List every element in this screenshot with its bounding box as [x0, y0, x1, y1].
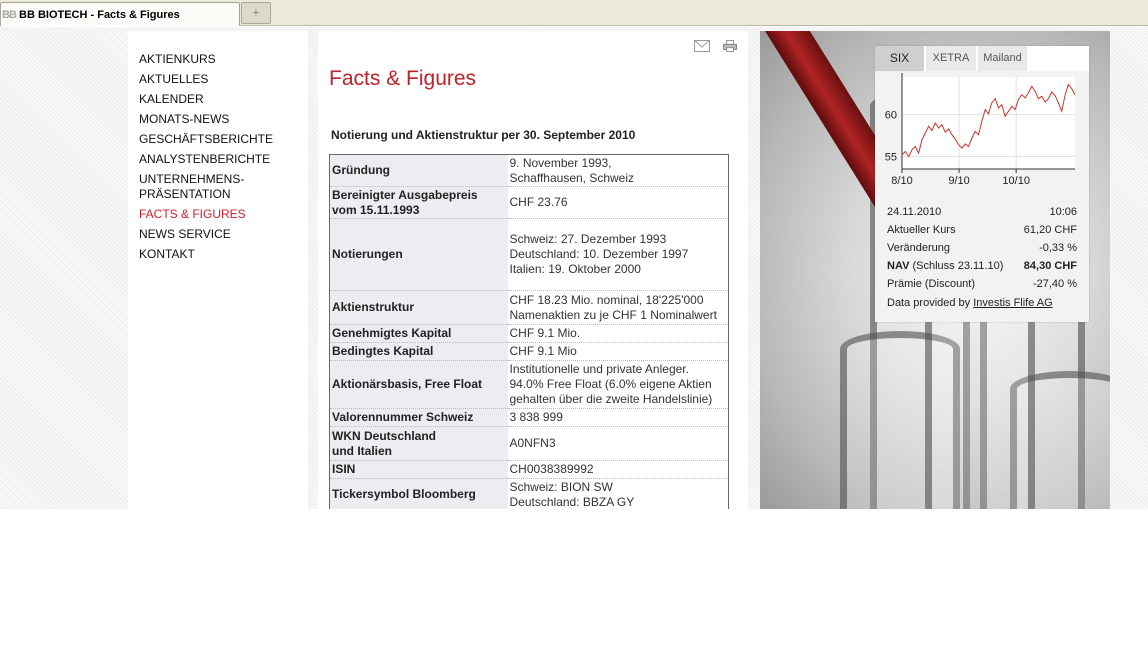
- nav-item-analystenberichte[interactable]: ANALYSTENBERICHTE: [139, 152, 271, 166]
- facts-key: ISIN: [330, 461, 508, 479]
- nav-value: 84,30 CHF: [1023, 260, 1077, 272]
- nav-item-unternehmens-präsentation[interactable]: UNTERNEHMENS- PRÄSENTATION: [139, 172, 245, 201]
- facts-value: A0NFN3: [508, 427, 729, 461]
- facts-row: [330, 427, 729, 461]
- main-navigation: [139, 52, 309, 267]
- nav-item-geschäftsberichte[interactable]: GESCHÄFTSBERICHTE: [139, 132, 274, 146]
- facts-value: CH0038389992: [508, 461, 729, 479]
- favicon-icon: BB: [2, 9, 16, 21]
- nav-label-bold: NAV: [887, 260, 910, 272]
- nav-item-kalender[interactable]: KALENDER: [139, 92, 204, 106]
- nav-item-kontakt[interactable]: KONTAKT: [139, 247, 195, 261]
- facts-row: [330, 479, 729, 510]
- quote-date: 24.11.2010: [887, 206, 942, 218]
- page-tools: [686, 40, 738, 58]
- nav-item-aktuelles[interactable]: AKTUELLES: [139, 72, 209, 86]
- mail-icon[interactable]: [694, 40, 710, 52]
- facts-key: Bereinigter Ausgabepreis vom 15.11.1993: [330, 187, 508, 219]
- current-price-value: 61,20 CHF: [1023, 224, 1077, 236]
- data-provider-prefix: Data provided by: [887, 297, 974, 309]
- quote-datetime-row: [887, 203, 1077, 221]
- current-price-row: [887, 221, 1077, 239]
- tab-mailand[interactable]: Mailand: [978, 46, 1028, 71]
- facts-row: [330, 409, 729, 427]
- section-subtitle: Notierung und Aktienstruktur per 30. September 2010: [331, 128, 636, 142]
- facts-value: 9. November 1993, Schaffhausen, Schweiz: [508, 155, 729, 187]
- facts-row: [330, 155, 729, 187]
- tab-xetra[interactable]: XETRA: [926, 46, 977, 71]
- nav-label-rest: (Schluss 23.11.10): [909, 260, 1004, 272]
- stock-widget: [875, 46, 1089, 322]
- facts-value: 3 838 999: [508, 409, 729, 427]
- page-title: Facts & Figures: [329, 67, 477, 90]
- facts-key: Bedingtes Kapital: [330, 343, 508, 361]
- premium-row: [887, 275, 1077, 293]
- y-tick-label: 55: [884, 151, 897, 164]
- x-tick-label: 8/10: [891, 175, 913, 187]
- facts-row: [330, 361, 729, 409]
- content-column: [318, 31, 748, 509]
- facts-row: [330, 461, 729, 479]
- facts-key: Tickersymbol Bloomberg: [330, 479, 508, 510]
- facts-row: [330, 325, 729, 343]
- stock-widget-body: [875, 71, 1089, 322]
- nav-label: [887, 257, 1003, 275]
- new-tab-button[interactable]: +: [241, 2, 271, 24]
- x-tick-label: 10/10: [1002, 175, 1030, 187]
- facts-row: [330, 187, 729, 219]
- facts-row: [330, 343, 729, 361]
- data-provider-note: [887, 297, 1053, 309]
- x-tick-label: 9/10: [948, 175, 970, 187]
- nav-item-aktienkurs[interactable]: AKTIENKURS: [139, 52, 216, 66]
- premium-value: -27,40 %: [1032, 278, 1077, 290]
- facts-key: Gründung: [330, 155, 508, 187]
- nav-item-monats-news[interactable]: MONATS-NEWS: [139, 112, 230, 126]
- nav-item-news-service[interactable]: NEWS SERVICE: [139, 227, 231, 241]
- quote-time: 10:06: [1049, 206, 1077, 218]
- facts-value: Institutionelle und private Anleger. 94.0% Free Float (6.0% eigene Aktien gehalten über die zweite Handelslinie): [508, 361, 729, 409]
- facts-value: Schweiz: 27. Dezember 1993 Deutschland: 10. Dezember 1997 Italien: 19. Oktober 2000: [508, 219, 729, 291]
- facts-key: Aktienstruktur: [330, 291, 508, 325]
- exchange-tabs: [875, 46, 1089, 71]
- browser-tab-active[interactable]: [0, 2, 240, 26]
- browser-tab-strip: [0, 0, 1148, 26]
- facts-value: Schweiz: BION SW Deutschland: BBZA GY: [508, 479, 729, 510]
- facts-value: CHF 18.23 Mio. nominal, 18'225'000 Namenaktien zu je CHF 1 Nominalwert: [508, 291, 729, 325]
- left-column: [128, 31, 308, 509]
- change-row: [887, 239, 1077, 257]
- tab-six[interactable]: SIX: [875, 46, 925, 71]
- nav-item-facts-figures[interactable]: FACTS & FIGURES: [139, 207, 246, 221]
- facts-key: Notierungen: [330, 219, 508, 291]
- facts-key: Valorennummer Schweiz: [330, 409, 508, 427]
- facts-row: [330, 291, 729, 325]
- facts-value: CHF 9.1 Mio.: [508, 325, 729, 343]
- nav-row: [887, 257, 1077, 275]
- facts-table: [329, 154, 729, 509]
- data-provider-link[interactable]: Investis Flife AG: [973, 297, 1053, 309]
- premium-label: Prämie (Discount): [887, 278, 976, 290]
- change-value: -0,33 %: [1039, 242, 1077, 254]
- tab-title: BB BIOTECH - Facts & Figures: [19, 9, 180, 21]
- chart-plot-area: [902, 77, 1075, 169]
- current-price-label: Aktueller Kurs: [887, 224, 956, 236]
- facts-value: CHF 9.1 Mio: [508, 343, 729, 361]
- y-tick-label: 60: [884, 109, 897, 122]
- print-icon[interactable]: [722, 40, 738, 52]
- facts-key: Genehmigtes Kapital: [330, 325, 508, 343]
- facts-value: CHF 23.76: [508, 187, 729, 219]
- price-chart: [875, 71, 1089, 195]
- facts-key: Aktionärsbasis, Free Float: [330, 361, 508, 409]
- facts-row: [330, 219, 729, 291]
- change-label: Veränderung: [887, 242, 950, 254]
- facts-key: WKN Deutschland und Italien: [330, 427, 508, 461]
